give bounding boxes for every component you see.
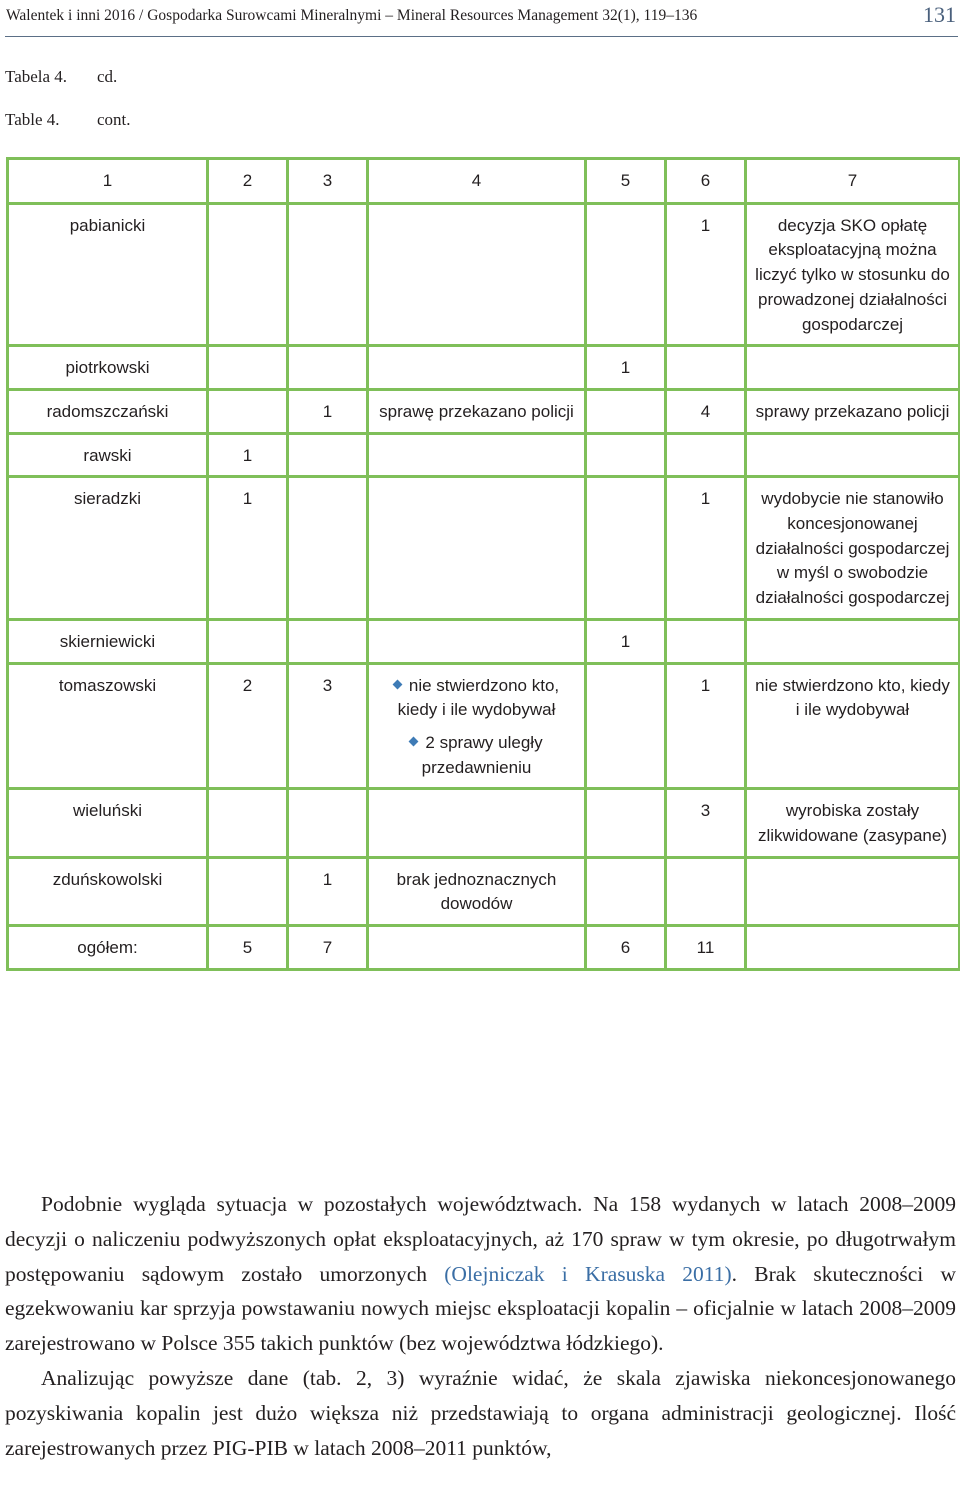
table-cell [666,857,746,925]
table-cell [208,389,288,433]
paragraph-text: . Brak skuteczności w egzekwowaniu kar sprzyja powstawaniu nowych miejsc eksploatacji kopalin – oficjalnie w latach 2008–2009 zarejestrowano w Polsce 355 takich punktów (bez województwa łódzkiego). [5,1261,957,1356]
table-cell: 1 [208,477,288,620]
table-cell: 1 [666,203,746,346]
table-cell [586,789,666,857]
table-cell: wyrobiska zostały zlikwidowane (zasypane) [746,789,960,857]
table-cell [208,203,288,346]
table-cell: 1 [208,433,288,477]
table-cell: decyzja SKO opłatę eksploatacyjną można liczyć tylko w stosunku do prowadzonej działalności gospodarczej [746,203,960,346]
district-cell: piotrkowski [8,346,208,390]
table-cell [368,346,586,390]
header-citation: Walentek i inni 2016 / Gospodarka Surowcami Mineralnymi – Mineral Resources Management 32(1), 119–136 [6,7,698,24]
table-cell [368,203,586,346]
total-label-cell: ogółem: [8,926,208,970]
table-cell [208,857,288,925]
table-cell [746,926,960,970]
table-row [8,857,960,925]
table-cell [288,203,368,346]
table-cell [666,619,746,663]
district-cell: tomaszowski [8,663,208,789]
table-cell: 1 [586,346,666,390]
table-cell [208,789,288,857]
running-header [5,0,958,37]
table-cell [368,789,586,857]
district-cell: sieradzki [8,477,208,620]
district-cell: rawski [8,433,208,477]
table-row [8,389,960,433]
caption-pl-label: Tabela 4. [5,67,68,86]
table-cell [586,203,666,346]
district-cell: wieluński [8,789,208,857]
table-header-row [8,159,960,204]
table-cell [586,389,666,433]
table-cell: nie stwierdzono kto, kiedy i ile wydobywał [746,663,960,789]
table-cell: sprawy przekazano policji [746,389,960,433]
table-cell: 1 [586,619,666,663]
table-cell: 1 [288,389,368,433]
district-cell: zduńskowolski [8,857,208,925]
district-cell: skierniewicki [8,619,208,663]
table-cell [586,477,666,620]
table-cell [586,857,666,925]
paragraph-text: Podobnie wygląda sytuacja w pozostałych województwach. Na 158 wydanych w latach 2008–2009 decyzji o naliczeniu podwyższonych opłat eksploatacyjnych, aż 170 spraw w tym okresie, po długotrwałym postępowaniu sądowym zostało umorzonych [5,1192,956,1286]
table-cell: 3 [666,789,746,857]
table-cell [586,663,666,789]
paragraph [5,1187,956,1361]
table-cell [368,663,586,789]
table-cell [746,346,960,390]
table-cell: 1 [666,477,746,620]
bullet-list [373,674,580,781]
district-cell: pabianicki [8,203,208,346]
table-row [8,477,960,620]
caption-en-text: cont. [97,110,131,129]
table-cell: 4 [666,389,746,433]
diamond-bullet-icon [392,679,402,689]
table-cell [368,619,586,663]
table-cell [586,433,666,477]
header-cell: 1 [8,159,208,204]
table-cell [368,433,586,477]
table-cell [746,433,960,477]
table-cell: sprawę przekazano policji [368,389,586,433]
bullet-text: nie stwierdzono kto, kiedy i ile wydobywał [397,675,560,720]
table-cell: 3 [288,663,368,789]
header-cell: 3 [288,159,368,204]
header-cell: 2 [208,159,288,204]
diamond-bullet-icon [409,737,419,747]
table-row [8,789,960,857]
header-cell: 4 [368,159,586,204]
table-cell [288,789,368,857]
table-cell: wydobycie nie stanowiło koncesjonowanej działalności gospodarczej w myśl o swobodzie działalności gospodarczej [746,477,960,620]
table-cell [208,346,288,390]
table-row [8,203,960,346]
page-number: 131 [923,2,956,27]
bullet-item [373,674,580,723]
header-cell: 5 [586,159,666,204]
table-cell: 7 [288,926,368,970]
table-row [8,433,960,477]
table-cell: 6 [586,926,666,970]
table-cell [288,619,368,663]
body-text [5,1187,956,1465]
table-cell [666,433,746,477]
table-cell: 2 [208,663,288,789]
table-cell: 1 [288,857,368,925]
table-cell [746,619,960,663]
table-row [8,663,960,789]
table-cell: 11 [666,926,746,970]
table-caption-en [5,110,131,130]
caption-pl-text: cd. [97,67,118,86]
table-cell [746,857,960,925]
paragraph: Analizując powyższe dane (tab. 2, 3) wyraźnie widać, że skala zjawiska niekoncesjonowanego pozyskiwania kopalin jest dużo większa niż przedstawiają to organa administracji geologicznej. Ilość zarejestrowanych przez PIG-PIB w latach 2008–2011 punktów, [5,1365,956,1460]
table-row [8,619,960,663]
header-cell: 7 [746,159,960,204]
caption-en-label: Table 4. [5,110,60,129]
table-cell [666,346,746,390]
data-table [6,157,960,971]
table-cell: 5 [208,926,288,970]
district-cell: radomszczański [8,389,208,433]
bullet-text: 2 sprawy uległy przedawnieniu [421,732,543,777]
citation-link[interactable]: (Olejniczak i Krasuska 2011) [444,1261,732,1286]
table-total-row [8,926,960,970]
table-cell [288,477,368,620]
header-cell: 6 [666,159,746,204]
table-row [8,346,960,390]
table-cell [368,926,586,970]
table-cell: 1 [666,663,746,789]
table-cell [288,433,368,477]
table-caption-pl [5,67,117,87]
table-cell [368,477,586,620]
table-cell: brak jednoznacznych dowodów [368,857,586,925]
bullet-item [373,731,580,780]
table-cell [288,346,368,390]
table-cell [208,619,288,663]
